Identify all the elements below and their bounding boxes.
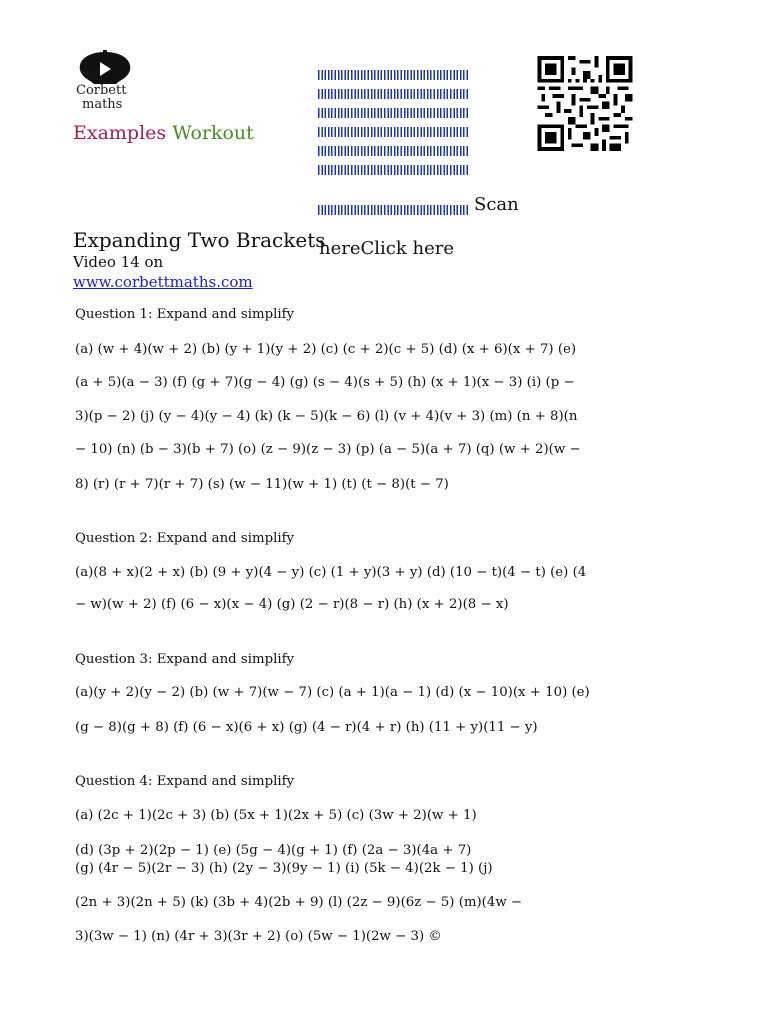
logo-text-top: Corbett [76, 83, 127, 98]
qr-code [535, 56, 635, 151]
question-1-line: (a) (w + 4)(w + 2) (b) (y + 1)(y + 2) (c) (c + 2)(c + 5) (d) (x + 6)(x + 7) (e) [75, 342, 577, 357]
question-4-line: (g) (4r − 5)(2r − 3) (h) (2y − 3)(9y − 1) (i) (5k − 4)(2k − 1) (j) [75, 861, 493, 876]
question-2-heading: Question 2: Expand and simplify [75, 531, 295, 546]
click-here-link[interactable]: hereClick here [319, 238, 454, 259]
question-4-line: (a) (2c + 1)(2c + 3) (b) (5x + 1)(2x + 5) (c) (3w + 2)(w + 1) [75, 808, 477, 823]
question-4-heading: Question 4: Expand and simplify [75, 774, 295, 789]
question-3-line: (a)(y + 2)(y − 2) (b) (w + 7)(w − 7) (c) (a + 1)(a − 1) (d) (x − 10)(x + 10) (e) [75, 685, 590, 700]
question-1-line: (a + 5)(a − 3) (f) (g + 7)(g − 4) (g) (s − 4)(s + 5) (h) (x + 1)(x − 3) (i) (p − [75, 375, 575, 390]
examples-workout-title [73, 121, 254, 145]
question-2-line: − w)(w + 2) (f) (6 − x)(x − 4) (g) (2 − r)(8 − r) (h) (x + 2)(8 − x) [75, 597, 509, 612]
question-3-heading: Question 3: Expand and simplify [75, 652, 295, 667]
question-1-heading: Question 1: Expand and simplify [75, 307, 295, 322]
worksheet-title: Expanding Two Brackets [73, 228, 326, 252]
question-1-line: 8) (r) (r + 7)(r + 7) (s) (w − 11)(w + 1) (t) (t − 8)(t − 7) [75, 477, 449, 492]
examples-label: Examples [73, 122, 167, 144]
corbettmaths-link[interactable]: www.corbettmaths.com [73, 273, 253, 291]
question-2-line: (a)(8 + x)(2 + x) (b) (9 + y)(4 − y) (c) (1 + y)(3 + y) (d) (10 − t)(4 − t) (e) (4 [75, 565, 587, 580]
question-1-line: 3)(p − 2) (j) (y − 4)(y − 4) (k) (k − 5)(k − 6) (l) (v + 4)(v + 3) (m) (n + 8)(n [75, 409, 578, 424]
question-4-line: (d) (3p + 2)(2p − 1) (e) (5g − 4)(g + 1) (f) (2a − 3)(4a + 7) [75, 843, 472, 858]
question-1-line: − 10) (n) (b − 3)(b + 7) (o) (z − 9)(z − 3) (p) (a − 5)(a + 7) (q) (w + 2)(w − [75, 442, 581, 457]
logo-text-bottom: maths [82, 97, 123, 112]
question-4-line: 3)(3w − 1) (n) (4r + 3)(3r + 2) (o) (5w − 1)(2w − 3) © [75, 929, 442, 944]
scan-label: Scan [474, 194, 519, 215]
workout-label: Workout [172, 122, 254, 144]
question-4-line: (2n + 3)(2n + 5) (k) (3b + 4)(2b + 9) (l) (2z − 9)(6z − 5) (m)(4w − [75, 895, 523, 910]
question-3-line: (g − 8)(g + 8) (f) (6 − x)(6 + x) (g) (4 − r)(4 + r) (h) (11 + y)(11 − y) [75, 720, 538, 735]
video-reference: Video 14 on [73, 253, 164, 271]
